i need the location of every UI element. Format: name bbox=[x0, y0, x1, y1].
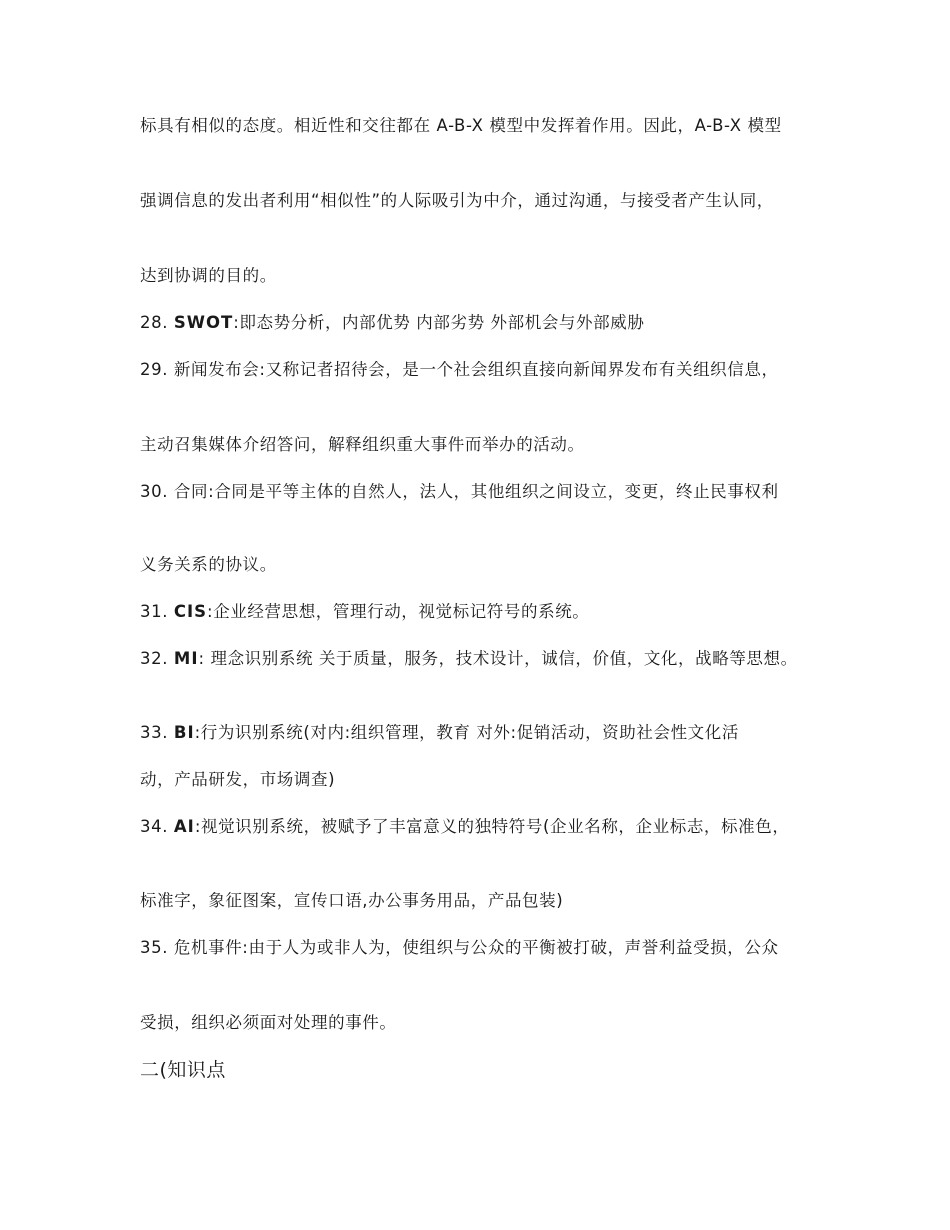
paragraph-text: 受损，组织必须面对处理的事件。 bbox=[140, 1013, 397, 1032]
paragraph-item-29-cont bbox=[140, 432, 812, 458]
paragraph-text: :即态势分析，内部优势 内部劣势 外部机会与外部威胁 bbox=[233, 313, 645, 332]
paragraph-abx-model-2 bbox=[140, 188, 812, 214]
item-number: 30. bbox=[140, 482, 169, 501]
paragraph-item-32 bbox=[140, 646, 812, 672]
paragraph-item-31 bbox=[140, 599, 812, 625]
paragraph-abx-model-1 bbox=[140, 113, 812, 139]
paragraph-text: 动，产品研发，市场调查) bbox=[140, 770, 336, 789]
item-term: BI bbox=[173, 723, 195, 742]
item-number: 32. bbox=[140, 649, 169, 668]
paragraph-text: :企业经营思想，管理行动，视觉标记符号的系统。 bbox=[207, 602, 590, 621]
paragraph-text: 新闻发布会:又称记者招待会，是一个社会组织直接向新闻界发布有关组织信息， bbox=[173, 360, 779, 379]
paragraph-text: 标准字，象征图案，宣传口语,办公事务用品，产品包装) bbox=[140, 891, 564, 910]
paragraph-item-30-cont bbox=[140, 552, 812, 578]
item-number: 34. bbox=[140, 817, 169, 836]
paragraph-text: 强调信息的发出者利用“相似性”的人际吸引为中介，通过沟通，与接受者产生认同， bbox=[140, 191, 774, 210]
paragraph-text: :视觉识别系统，被赋予了丰富意义的独特符号(企业名称，企业标志，标准色， bbox=[194, 817, 790, 836]
paragraph-text: 义务关系的协议。 bbox=[140, 555, 277, 574]
item-term: SWOT bbox=[173, 313, 234, 332]
paragraph-item-35 bbox=[140, 935, 812, 961]
paragraph-text: 主动召集媒体介绍答问，解释组织重大事件而举办的活动。 bbox=[140, 435, 585, 454]
paragraph-text: 达到协调的目的。 bbox=[140, 266, 277, 285]
paragraph-item-35-cont bbox=[140, 1010, 812, 1036]
paragraph-item-29 bbox=[140, 357, 812, 383]
paragraph-item-33-cont bbox=[140, 767, 812, 793]
paragraph-text: 合同:合同是平等主体的自然人，法人，其他组织之间设立，变更，终止民事权利 bbox=[173, 482, 779, 501]
paragraph-item-34-cont bbox=[140, 888, 812, 914]
paragraph-text: 标具有相似的态度。相近性和交往都在 A-B-X 模型中发挥着作用。因此，A-B-X 模型 bbox=[140, 116, 782, 135]
paragraph-text: : 理念识别系统 关于质量，服务，技术设计，诚信，价值，文化，战略等思想。 bbox=[198, 649, 798, 668]
paragraph-text: :行为识别系统(对内:组织管理，教育 对外:促销活动，资助社会性文化活 bbox=[194, 723, 739, 742]
paragraph-item-34 bbox=[140, 814, 812, 840]
item-number: 28. bbox=[140, 313, 169, 332]
section-heading: 二(知识点 bbox=[140, 1059, 226, 1081]
item-number: 29. bbox=[140, 360, 169, 379]
item-number: 35. bbox=[140, 938, 169, 957]
item-term: CIS bbox=[173, 602, 208, 621]
item-number: 33. bbox=[140, 723, 169, 742]
item-term: MI bbox=[173, 649, 199, 668]
item-term: AI bbox=[173, 817, 195, 836]
paragraph-abx-model-3 bbox=[140, 263, 812, 289]
paragraph-item-28 bbox=[140, 310, 812, 336]
item-number: 31. bbox=[140, 602, 169, 621]
paragraph-text: 危机事件:由于人为或非人为，使组织与公众的平衡被打破，声誉利益受损，公众 bbox=[173, 938, 779, 957]
paragraph-item-33 bbox=[140, 720, 812, 746]
paragraph-item-30 bbox=[140, 479, 812, 505]
